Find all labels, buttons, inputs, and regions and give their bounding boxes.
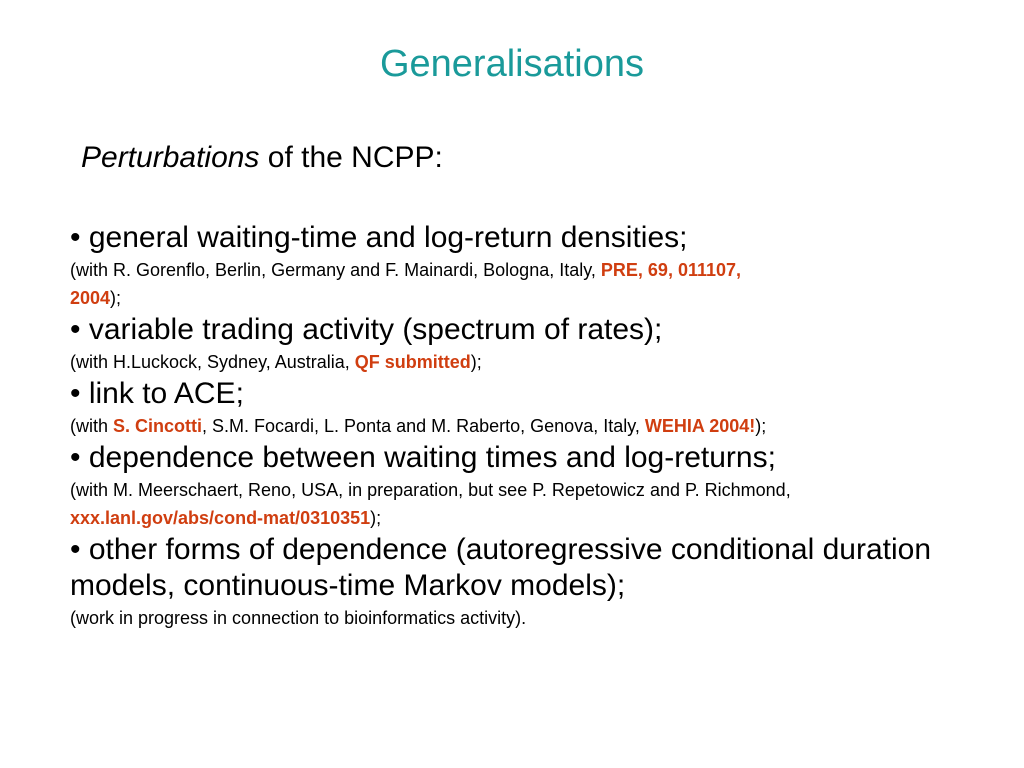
slide-title: Generalisations <box>379 43 645 85</box>
reference-arxiv: xxx.lanl.gov/abs/cond-mat/0310351 <box>70 508 371 528</box>
note-text: (with R. Gorenflo, Berlin, Germany and F. Mainardi, Bologna, Italy, <box>70 260 601 280</box>
bullet-item-ace: • link to ACE; <box>70 377 244 410</box>
reference-pre: PRE, 69, 011107, <box>600 260 742 280</box>
reference-pre-year: 2004 <box>70 288 111 308</box>
reference-qf: QF submitted <box>354 352 471 372</box>
note-end: ); <box>370 508 382 528</box>
note-text: (with H.Luckock, Sydney, Australia, <box>70 352 355 372</box>
section-subtitle <box>81 138 443 178</box>
bullet-list <box>70 220 1000 632</box>
bullet-item-trading-activity: • variable trading activity (spectrum of rates); <box>70 313 663 346</box>
note-dependence <box>70 476 1000 532</box>
note-text: (with M. Meerschaert, Reno, USA, in preparation, but see P. Repetowicz and P. Richmond, <box>70 480 791 500</box>
note-end: ); <box>755 416 767 436</box>
note-end: ); <box>470 352 482 372</box>
subtitle-italic: Perturbations <box>81 141 260 174</box>
bullet-item-dependence: • dependence between waiting times and log-returns; <box>70 441 776 474</box>
note-densities <box>70 256 1000 312</box>
reference-wehia: WEHIA 2004! <box>644 416 756 436</box>
subtitle-rest: of the NCPP: <box>259 141 443 174</box>
note-ace <box>70 412 1000 440</box>
note-end: ); <box>110 288 122 308</box>
note-other-forms: (work in progress in connection to bioinformatics activity). <box>70 608 527 628</box>
reference-cincotti: S. Cincotti <box>113 416 203 436</box>
note-text: (with <box>70 416 114 436</box>
bullet-item-densities: • general waiting-time and log-return densities; <box>70 221 688 254</box>
note-trading-activity <box>70 348 1000 376</box>
bullet-item-other-forms: • other forms of dependence (autoregressive conditional duration models, continuous-time Markov models); <box>70 533 932 602</box>
note-mid: , S.M. Focardi, L. Ponta and M. Raberto, Genova, Italy, <box>202 416 645 436</box>
